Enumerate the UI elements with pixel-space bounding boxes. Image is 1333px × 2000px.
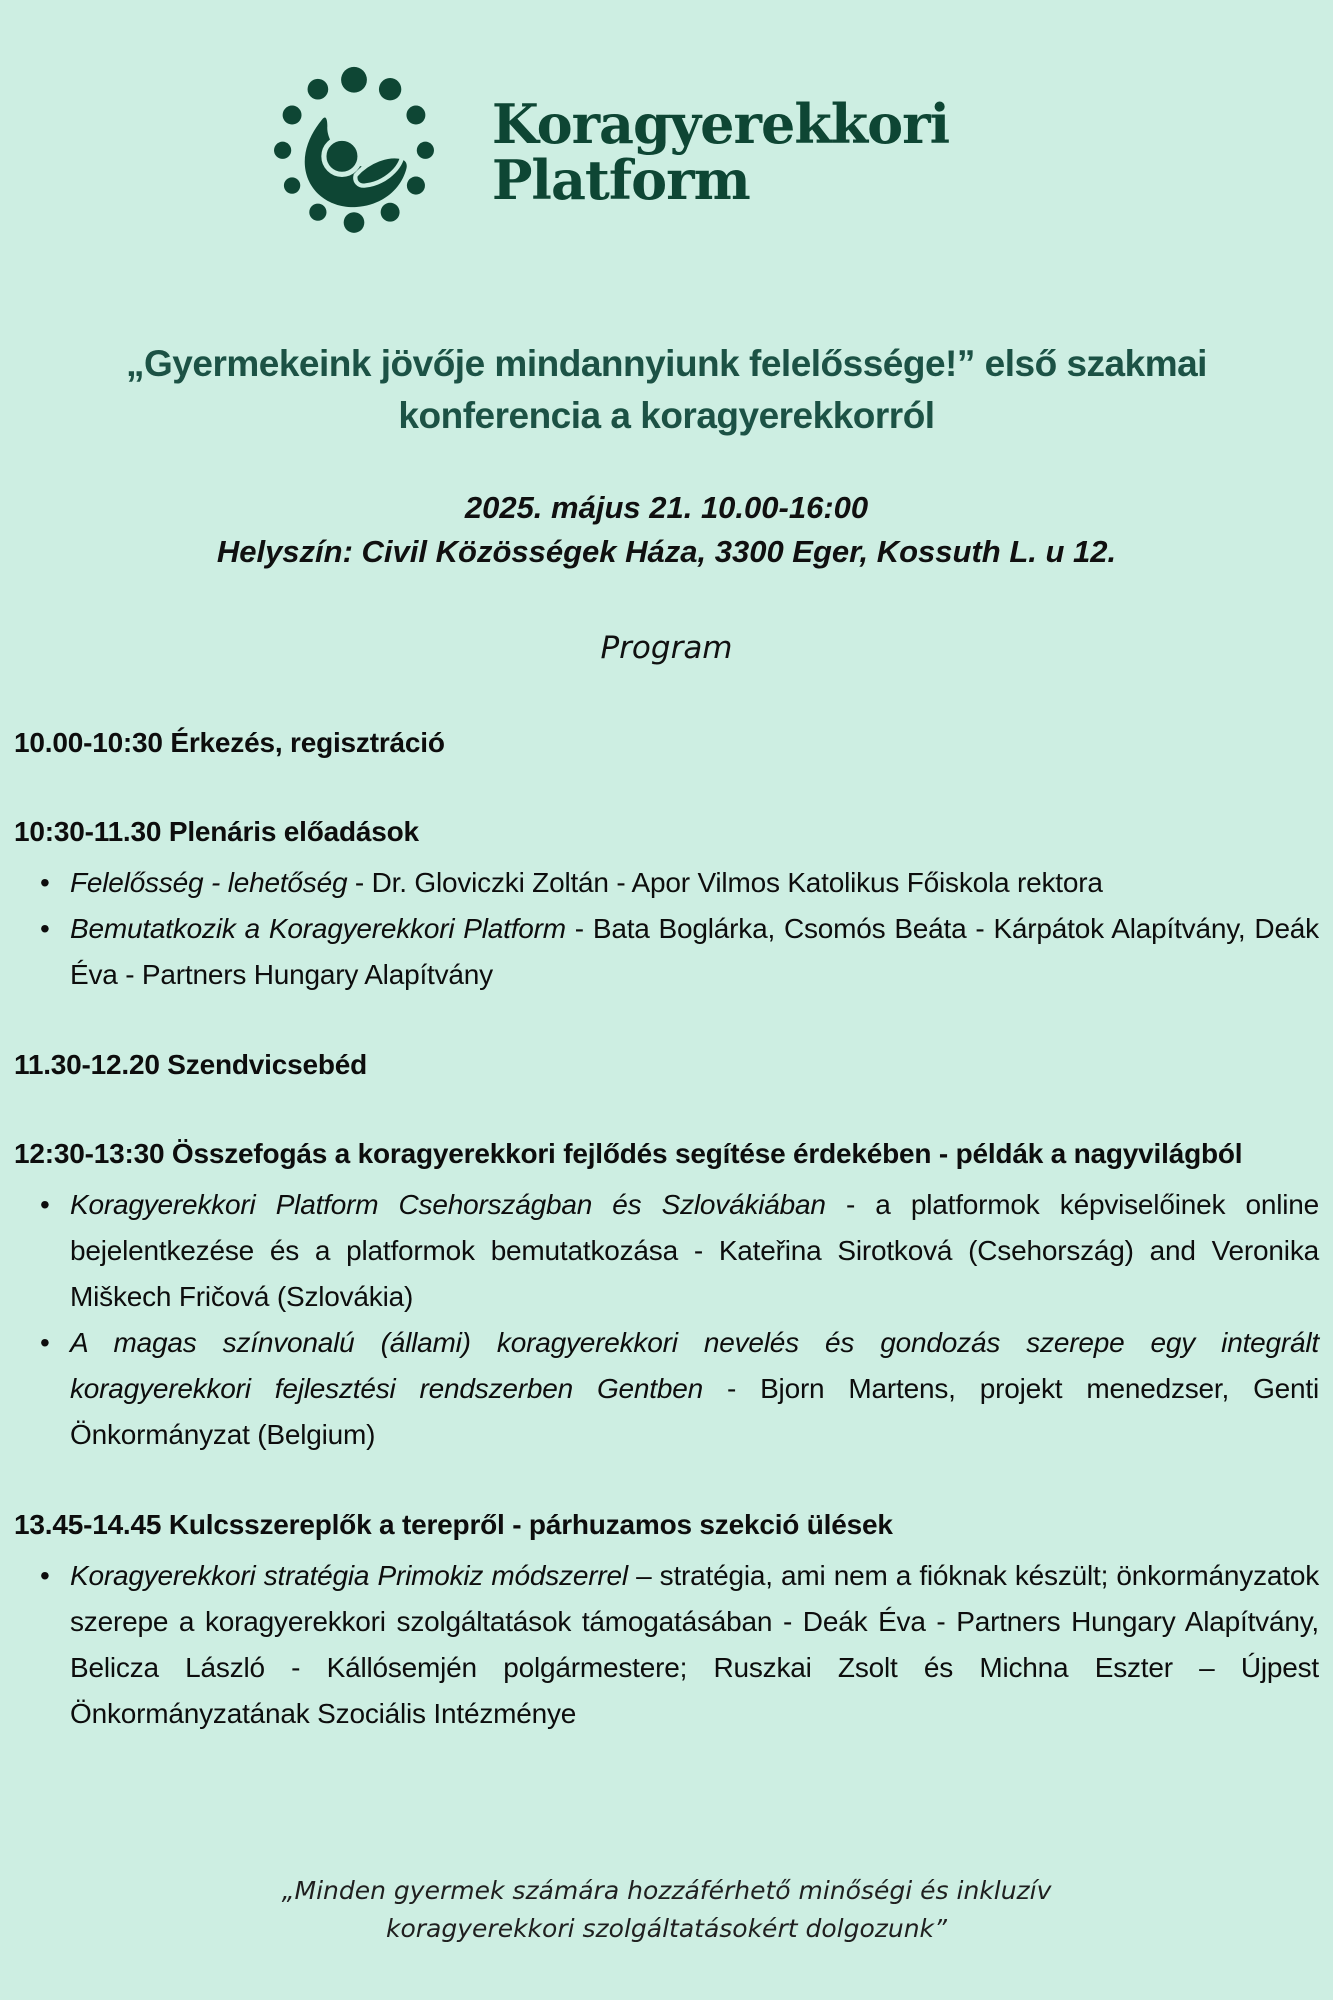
footer-quote: „Minden gyermek számára hozzáférhető minőségi és inkluzív koragyerekkori szolgáltatásokért dolgozunk”	[281, 1876, 1052, 1943]
program-slot-plenary	[14, 809, 1319, 998]
logo-wordmark-line1: Koragyerekkori	[491, 91, 950, 156]
program-slot-international	[14, 1131, 1319, 1458]
talk-speakers: - Bata Boglárka, Csomós Beáta - Kárpátok Alapítvány, Deák Éva - Partners Hungary Alapítvány	[70, 913, 1319, 990]
slot-time-title: 10:30-11.30 Plenáris előadások	[14, 816, 419, 847]
program-slot-lunch	[14, 1042, 1319, 1087]
logo-wordmark-line2: Platform	[491, 148, 750, 212]
program-heading: Program	[600, 630, 733, 666]
talk-speakers: – stratégia, ami nem a fióknak készült; önkormányzatok szerepe a koragyerekkori szolgáltatások támogatásában - Deák Éva - Partners Hungary Alapítvány, Belicza László - Kállósemjén polgármestere; Ruszkai Zsolt és Michna Eszter – Újpest Önkormányzatának Szociális Intézménye	[70, 1560, 1319, 1729]
talk-list	[14, 1182, 1319, 1458]
logo	[0, 0, 1261, 244]
talk-title: A magas színvonalú (állami) koragyerekkori nevelés és gondozás szerepe egy integrált koragyerekkori fejlesztési rendszerben Gentben	[70, 1327, 1319, 1404]
talk-title: Koragyerekkori Platform Csehországban és Szlovákiában	[70, 1189, 826, 1220]
slot-time-title: 11.30-12.20 Szendvicsebéd	[14, 1049, 367, 1080]
talk-item	[14, 1553, 1319, 1737]
talk-title: Bemutatkozik a Koragyerekkori Platform	[70, 913, 566, 944]
talk-speakers: - Bjorn Martens, projekt menedzser, Genti Önkormányzat (Belgium)	[70, 1373, 1319, 1450]
slot-time-title: 13.45-14.45 Kulcsszereplők a terepről - párhuzamos szekció ülések	[14, 1509, 893, 1540]
talk-item	[14, 1182, 1319, 1320]
talk-list	[14, 1553, 1319, 1737]
talk-list	[14, 860, 1319, 998]
event-meta	[14, 486, 1319, 574]
program-slot-arrival	[14, 720, 1319, 765]
page-title-line1: „Gyermekeink jövője mindannyiunk felelőssége!” első szakmai	[126, 343, 1207, 384]
dots-circle-baby-cradle-icon	[268, 60, 440, 244]
talk-item	[14, 1320, 1319, 1458]
page-title-line2: konferencia a koragyerekkorról	[398, 395, 935, 436]
slot-time-title: 12:30-13:30 Összefogás a koragyerekkori fejlődés segítése érdekében - példák a nagyvilágból	[14, 1138, 1243, 1169]
logo-wordmark	[491, 91, 950, 212]
talk-title: Koragyerekkori stratégia Primokiz módszerrel	[70, 1560, 628, 1591]
program-slot-sections	[14, 1502, 1319, 1737]
page-title	[14, 338, 1319, 442]
event-datetime: 2025. május 21. 10.00-16:00	[464, 490, 869, 525]
talk-speakers: - a platformok képviselőinek online bejelentkezése és a platformok bemutatkozása - Kateřina Sirotková (Csehország) and Veronika Miškech Fričová (Szlovákia)	[70, 1189, 1319, 1312]
program-schedule	[14, 720, 1319, 1737]
slot-time-title: 10.00-10:30 Érkezés, regisztráció	[14, 727, 445, 758]
talk-item	[14, 860, 1319, 906]
talk-item	[14, 906, 1319, 998]
talk-title: Felelősség - lehetőség	[70, 867, 348, 898]
event-venue: Helyszín: Civil Közösségek Háza, 3300 Eger, Kossuth L. u 12.	[216, 534, 1117, 569]
talk-speakers: - Dr. Gloviczki Zoltán - Apor Vilmos Katolikus Főiskola rektora	[347, 867, 1103, 898]
